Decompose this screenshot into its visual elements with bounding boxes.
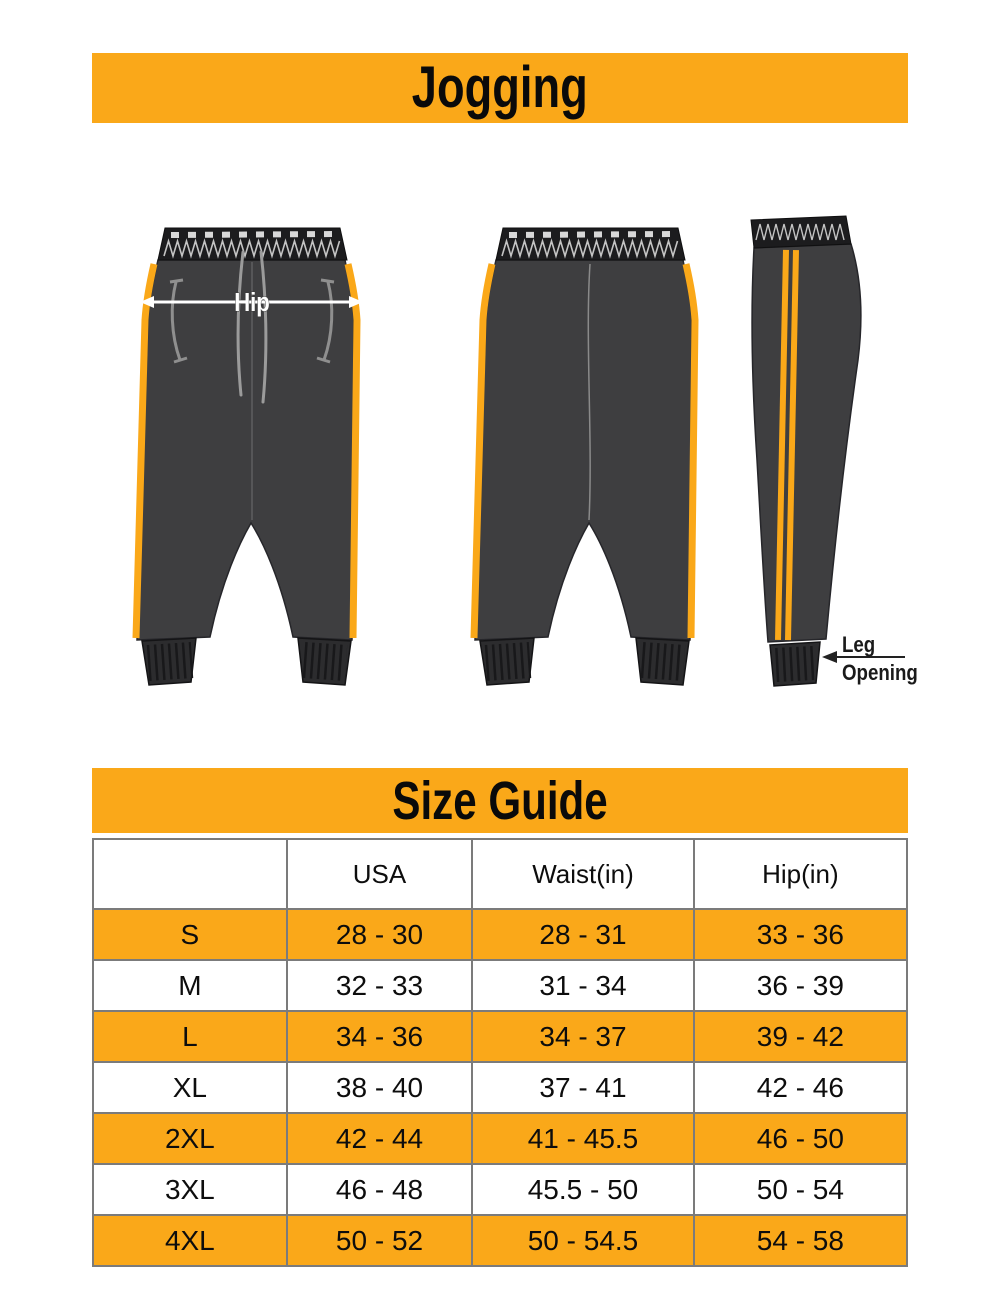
- page-title: Jogging: [412, 55, 588, 120]
- leg-opening-label-line2: Opening: [842, 661, 918, 686]
- table-row: [93, 1011, 907, 1062]
- size-guide-banner: [92, 768, 908, 833]
- cell-hip: 54 - 58: [694, 1215, 907, 1266]
- pants-side-view: [751, 216, 918, 686]
- cell-waist: 31 - 34: [472, 960, 693, 1011]
- cell-hip: 46 - 50: [694, 1113, 907, 1164]
- cell-usa: 28 - 30: [287, 909, 473, 960]
- size-guide-title: Size Guide: [392, 770, 608, 831]
- cell-waist: 37 - 41: [472, 1062, 693, 1113]
- hip-label: Hip: [234, 288, 270, 318]
- cell-usa: 32 - 33: [287, 960, 473, 1011]
- jogger-pants-illustration: [0, 190, 1000, 720]
- back-body: [475, 260, 692, 640]
- cell-size: M: [93, 960, 287, 1011]
- pants-front-view: [136, 228, 363, 685]
- cell-size: XL: [93, 1062, 287, 1113]
- cell-waist: 45.5 - 50: [472, 1164, 693, 1215]
- pants-back-view: [474, 228, 695, 685]
- table-row: [93, 1215, 907, 1266]
- header-cell-usa: USA: [287, 839, 473, 909]
- cell-size: 4XL: [93, 1215, 287, 1266]
- cell-waist: 41 - 45.5: [472, 1113, 693, 1164]
- cell-usa: 38 - 40: [287, 1062, 473, 1113]
- cell-size: L: [93, 1011, 287, 1062]
- cell-hip: 39 - 42: [694, 1011, 907, 1062]
- cell-hip: 36 - 39: [694, 960, 907, 1011]
- jogging-title-banner: [92, 53, 908, 123]
- table-row: [93, 1113, 907, 1164]
- table-header-row: [93, 839, 907, 909]
- cell-hip: 42 - 46: [694, 1062, 907, 1113]
- table-row: [93, 1062, 907, 1113]
- leg-opening-arrowhead: [822, 651, 837, 663]
- cell-usa: 50 - 52: [287, 1215, 473, 1266]
- cell-size: 2XL: [93, 1113, 287, 1164]
- size-guide-table-container: [92, 838, 908, 1267]
- table-row: [93, 960, 907, 1011]
- side-body: [752, 244, 861, 642]
- header-cell-hip: Hip(in): [694, 839, 907, 909]
- cell-size: 3XL: [93, 1164, 287, 1215]
- cell-usa: 42 - 44: [287, 1113, 473, 1164]
- cell-usa: 46 - 48: [287, 1164, 473, 1215]
- leg-opening-label-line1: Leg: [842, 633, 876, 658]
- table-body: [93, 909, 907, 1266]
- cell-usa: 34 - 36: [287, 1011, 473, 1062]
- cell-waist: 34 - 37: [472, 1011, 693, 1062]
- header-cell-waist: Waist(in): [472, 839, 693, 909]
- table-row: [93, 909, 907, 960]
- cell-hip: 50 - 54: [694, 1164, 907, 1215]
- cell-waist: 28 - 31: [472, 909, 693, 960]
- cell-waist: 50 - 54.5: [472, 1215, 693, 1266]
- cell-size: S: [93, 909, 287, 960]
- cell-hip: 33 - 36: [694, 909, 907, 960]
- header-cell-size: [93, 839, 287, 909]
- leg-opening-annotation: [822, 634, 918, 686]
- size-guide-table: [92, 838, 908, 1267]
- table-row: [93, 1164, 907, 1215]
